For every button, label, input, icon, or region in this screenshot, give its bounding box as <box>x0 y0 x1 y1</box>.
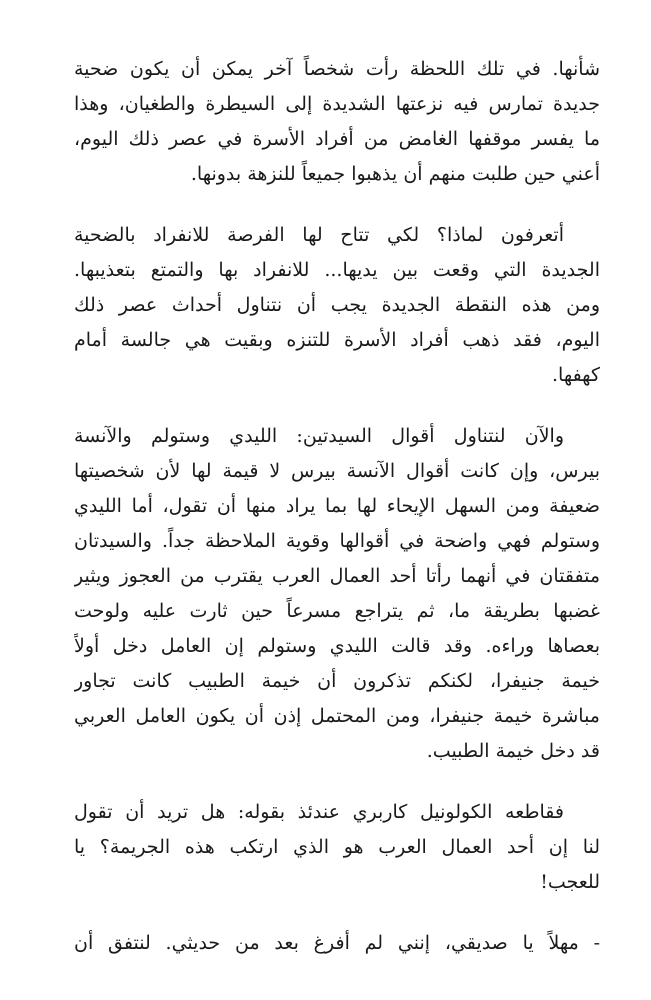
text-line: - مهلاً يا صديقي، إنني لم أفرغ بعد من حديثي. لنتفق أن <box>74 932 600 954</box>
paragraph-5 <box>74 926 600 961</box>
text-line: ما يفسر موقفها الغامض من أفراد الأسرة في عصر ذلك اليوم، <box>74 128 600 150</box>
text-line: قد دخل خيمة الطبيب. <box>426 740 600 762</box>
text-line: بيرس، وإن كانت أقوال الآنسة بيرس لا قيمة لها لأن شخصيتها <box>74 460 600 482</box>
text-line: متفقتان في أنهما رأتا أحد العمال العرب يقترب من العجوز ويثير <box>74 565 600 587</box>
paragraph-4 <box>74 795 600 900</box>
paragraph-2 <box>74 218 600 393</box>
book-page <box>74 52 600 987</box>
text-line: غضبها بطريقة ما، ثم يتراجع مسرعاً حين ثارت عليه ولوحت <box>74 600 600 622</box>
text-line: خيمة جنيفرا، لكنكم تذكرون أن خيمة الطبيب كانت تجاور <box>74 670 600 692</box>
text-line: والآن لنتناول أقوال السيدتين: الليدي وستولم والآنسة <box>74 425 564 447</box>
text-line: شأنها. في تلك اللحظة رأت شخصاً آخر يمكن أن يكون ضحية <box>74 58 600 80</box>
text-line: فقاطعه الكولونيل كاربري عندئذ بقوله: هل تريد أن تقول <box>74 801 564 823</box>
text-line: للعجب! <box>540 871 600 893</box>
text-line: ضعيفة ومن السهل الإيحاء لها بما يراد منها أن تقول، أما الليدي <box>74 495 600 517</box>
text-line: بعصاها وراءه. وقد قالت الليدي وستولم إن العامل دخل أولاً <box>74 635 600 657</box>
text-line: أعني حين طلبت منهم أن يذهبوا جميعاً للنزهة بدونها. <box>190 163 600 185</box>
text-line: اليوم، فقد ذهب أفراد الأسرة للتنزه وبقيت هي جالسة أمام <box>74 329 600 351</box>
text-line: لنا إن أحد العمال العرب هو الذي ارتكب هذه الجريمة؟ يا <box>74 836 600 858</box>
paragraph-3 <box>74 419 600 769</box>
text-line: جديدة تمارس فيه نزعتها الشديدة إلى السيطرة والطغيان، وهذا <box>74 93 600 115</box>
text-line: الجديدة التي وقعت بين يديها... للانفراد بها والتمتع بتعذيبها. <box>74 259 600 281</box>
text-line: وستولم فهي واضحة في أقوالها وقوية الملاحظة جداً. والسيدتان <box>74 530 600 552</box>
text-line: مباشرة خيمة جنيفرا، ومن المحتمل إذن أن يكون العامل العربي <box>74 705 600 727</box>
text-line: ومن هذه النقطة الجديدة يجب أن نتناول أحداث عصر ذلك <box>74 294 600 316</box>
paragraph-1 <box>74 52 600 192</box>
text-line: كهفها. <box>551 364 600 386</box>
text-line: أتعرفون لماذا؟ لكي تتاح لها الفرصة للانفراد بالضحية <box>74 224 564 246</box>
